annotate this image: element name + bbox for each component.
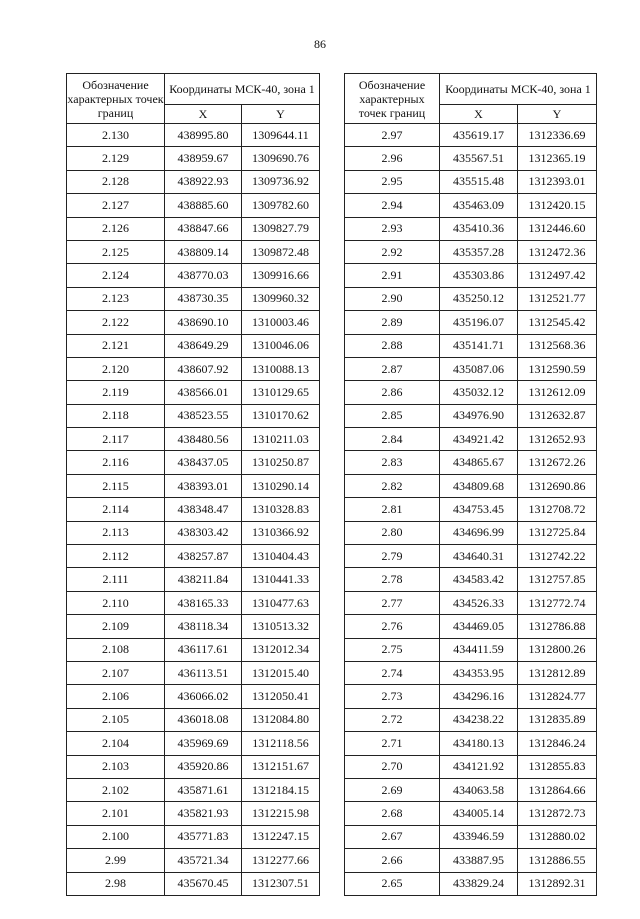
point-cell: 2.116: [67, 451, 165, 474]
x-cell: 435515.48: [440, 170, 518, 193]
x-cell: 435087.06: [440, 357, 518, 380]
table-row: [345, 287, 597, 310]
x-cell: 433887.95: [440, 849, 518, 872]
table-row: [67, 264, 320, 287]
coordinates-table-right: [344, 73, 597, 896]
x-cell: 435871.61: [165, 778, 242, 801]
table-row: [67, 287, 320, 310]
point-cell: 2.86: [345, 381, 440, 404]
point-cell: 2.65: [345, 872, 440, 895]
x-cell: 435567.51: [440, 147, 518, 170]
table-row: [345, 568, 597, 591]
table-row: [67, 545, 320, 568]
table-row: [345, 124, 597, 147]
y-cell: 1312050.41: [242, 685, 320, 708]
table-row: [345, 849, 597, 872]
y-cell: 1309827.79: [242, 217, 320, 240]
x-cell: 434238.22: [440, 708, 518, 731]
point-cell: 2.100: [67, 825, 165, 848]
table-row: [345, 708, 597, 731]
point-column-header: Обозначение характерных точек границ: [345, 74, 440, 124]
x-cell: 438523.55: [165, 404, 242, 427]
point-cell: 2.76: [345, 615, 440, 638]
y-cell: 1312725.84: [518, 521, 597, 544]
x-cell: 438959.67: [165, 147, 242, 170]
table-row: [67, 474, 320, 497]
table-row: [345, 428, 597, 451]
y-cell: 1312690.86: [518, 474, 597, 497]
point-cell: 2.107: [67, 661, 165, 684]
point-cell: 2.92: [345, 240, 440, 263]
table-row: [345, 778, 597, 801]
point-cell: 2.97: [345, 124, 440, 147]
y-cell: 1312864.66: [518, 778, 597, 801]
y-cell: 1312472.36: [518, 240, 597, 263]
y-cell: 1310441.33: [242, 568, 320, 591]
table-row: [67, 404, 320, 427]
x-cell: 434005.14: [440, 802, 518, 825]
x-cell: 438211.84: [165, 568, 242, 591]
point-cell: 2.122: [67, 311, 165, 334]
table-row: [67, 755, 320, 778]
y-cell: 1312521.77: [518, 287, 597, 310]
table-row: [345, 638, 597, 661]
y-cell: 1312420.15: [518, 194, 597, 217]
x-cell: 435619.17: [440, 124, 518, 147]
point-cell: 2.80: [345, 521, 440, 544]
point-cell: 2.69: [345, 778, 440, 801]
table-row: [67, 685, 320, 708]
x-cell: 438393.01: [165, 474, 242, 497]
x-cell: 434063.58: [440, 778, 518, 801]
x-cell: 435196.07: [440, 311, 518, 334]
y-cell: 1310328.83: [242, 498, 320, 521]
x-cell: 438566.01: [165, 381, 242, 404]
point-cell: 2.67: [345, 825, 440, 848]
x-cell: 434583.42: [440, 568, 518, 591]
y-cell: 1312886.55: [518, 849, 597, 872]
table-row: [67, 147, 320, 170]
point-cell: 2.94: [345, 194, 440, 217]
x-cell: 438348.47: [165, 498, 242, 521]
table-row: [67, 825, 320, 848]
x-cell: 433946.59: [440, 825, 518, 848]
point-cell: 2.90: [345, 287, 440, 310]
table-row: [67, 568, 320, 591]
point-cell: 2.113: [67, 521, 165, 544]
point-cell: 2.70: [345, 755, 440, 778]
x-cell: 434921.42: [440, 428, 518, 451]
x-cell: 434121.92: [440, 755, 518, 778]
y-cell: 1309916.66: [242, 264, 320, 287]
table-row: [67, 498, 320, 521]
table-row: [345, 334, 597, 357]
table-row: [345, 591, 597, 614]
x-cell: 434469.05: [440, 615, 518, 638]
y-cell: 1312446.60: [518, 217, 597, 240]
point-cell: 2.105: [67, 708, 165, 731]
x-column-header: X: [165, 105, 242, 124]
x-cell: 435821.93: [165, 802, 242, 825]
point-cell: 2.111: [67, 568, 165, 591]
x-cell: 438118.34: [165, 615, 242, 638]
point-cell: 2.84: [345, 428, 440, 451]
y-cell: 1312247.15: [242, 825, 320, 848]
point-cell: 2.73: [345, 685, 440, 708]
point-cell: 2.96: [345, 147, 440, 170]
y-cell: 1312824.77: [518, 685, 597, 708]
y-cell: 1312151.67: [242, 755, 320, 778]
point-cell: 2.104: [67, 732, 165, 755]
x-column-header: X: [440, 105, 518, 124]
table-row: [345, 615, 597, 638]
y-cell: 1312336.69: [518, 124, 597, 147]
coords-group-header: Координаты МСК-40, зона 1: [440, 74, 597, 105]
coords-group-header: Координаты МСК-40, зона 1: [165, 74, 320, 105]
point-cell: 2.74: [345, 661, 440, 684]
y-cell: 1312632.87: [518, 404, 597, 427]
table-row: [67, 124, 320, 147]
y-cell: 1312277.66: [242, 849, 320, 872]
table-row: [67, 194, 320, 217]
x-cell: 435303.86: [440, 264, 518, 287]
point-cell: 2.66: [345, 849, 440, 872]
table-body-right: [345, 124, 597, 896]
point-cell: 2.127: [67, 194, 165, 217]
point-cell: 2.102: [67, 778, 165, 801]
table-row: [345, 311, 597, 334]
y-cell: 1310170.62: [242, 404, 320, 427]
x-cell: 435771.83: [165, 825, 242, 848]
y-cell: 1312590.59: [518, 357, 597, 380]
point-cell: 2.125: [67, 240, 165, 263]
x-cell: 435670.45: [165, 872, 242, 895]
point-cell: 2.82: [345, 474, 440, 497]
point-cell: 2.72: [345, 708, 440, 731]
y-cell: 1312772.74: [518, 591, 597, 614]
y-cell: 1309690.76: [242, 147, 320, 170]
point-cell: 2.118: [67, 404, 165, 427]
y-cell: 1312307.51: [242, 872, 320, 895]
point-cell: 2.101: [67, 802, 165, 825]
table-row: [345, 661, 597, 684]
x-cell: 434353.95: [440, 661, 518, 684]
table-row: [67, 451, 320, 474]
point-cell: 2.81: [345, 498, 440, 521]
y-cell: 1312742.22: [518, 545, 597, 568]
point-cell: 2.114: [67, 498, 165, 521]
y-cell: 1312672.26: [518, 451, 597, 474]
table-row: [345, 381, 597, 404]
point-cell: 2.98: [67, 872, 165, 895]
x-cell: 435463.09: [440, 194, 518, 217]
point-cell: 2.110: [67, 591, 165, 614]
y-cell: 1310477.63: [242, 591, 320, 614]
coordinates-table-left: [66, 73, 320, 896]
table-row: [67, 732, 320, 755]
point-cell: 2.112: [67, 545, 165, 568]
x-cell: 438480.56: [165, 428, 242, 451]
table-row: [345, 685, 597, 708]
table-row: [67, 334, 320, 357]
table-row: [67, 849, 320, 872]
y-cell: 1312812.89: [518, 661, 597, 684]
point-cell: 2.75: [345, 638, 440, 661]
table-row: [67, 615, 320, 638]
y-cell: 1310046.06: [242, 334, 320, 357]
x-cell: 438303.42: [165, 521, 242, 544]
y-cell: 1310088.13: [242, 357, 320, 380]
table-row: [345, 264, 597, 287]
y-cell: 1310290.14: [242, 474, 320, 497]
x-cell: 438437.05: [165, 451, 242, 474]
y-cell: 1312846.24: [518, 732, 597, 755]
point-cell: 2.115: [67, 474, 165, 497]
table-row: [345, 147, 597, 170]
x-cell: 438847.66: [165, 217, 242, 240]
x-cell: 433829.24: [440, 872, 518, 895]
y-cell: 1312757.85: [518, 568, 597, 591]
x-cell: 434865.67: [440, 451, 518, 474]
x-cell: 435357.28: [440, 240, 518, 263]
x-cell: 438770.03: [165, 264, 242, 287]
x-cell: 438607.92: [165, 357, 242, 380]
point-cell: 2.108: [67, 638, 165, 661]
y-cell: 1310366.92: [242, 521, 320, 544]
x-cell: 434696.99: [440, 521, 518, 544]
x-cell: 434411.59: [440, 638, 518, 661]
page-number: 86: [314, 37, 326, 51]
table-row: [345, 170, 597, 193]
table-row: [67, 428, 320, 451]
table-row: [345, 755, 597, 778]
table-row: [67, 591, 320, 614]
x-cell: 435920.86: [165, 755, 242, 778]
point-cell: 2.109: [67, 615, 165, 638]
table-row: [67, 311, 320, 334]
y-cell: 1312497.42: [518, 264, 597, 287]
y-cell: 1312855.83: [518, 755, 597, 778]
table-row: [67, 708, 320, 731]
x-cell: 438649.29: [165, 334, 242, 357]
y-cell: 1310513.32: [242, 615, 320, 638]
y-cell: 1312652.93: [518, 428, 597, 451]
table-row: [345, 194, 597, 217]
y-cell: 1310250.87: [242, 451, 320, 474]
y-cell: 1312892.31: [518, 872, 597, 895]
point-cell: 2.123: [67, 287, 165, 310]
point-cell: 2.87: [345, 357, 440, 380]
y-cell: 1310003.46: [242, 311, 320, 334]
point-cell: 2.117: [67, 428, 165, 451]
x-cell: 435721.34: [165, 849, 242, 872]
table-row: [67, 381, 320, 404]
y-cell: 1309960.32: [242, 287, 320, 310]
point-cell: 2.103: [67, 755, 165, 778]
table-row: [67, 170, 320, 193]
x-cell: 435250.12: [440, 287, 518, 310]
table-row: [345, 802, 597, 825]
table-row: [345, 825, 597, 848]
x-cell: 436113.51: [165, 661, 242, 684]
point-cell: 2.128: [67, 170, 165, 193]
x-cell: 435032.12: [440, 381, 518, 404]
table-row: [67, 240, 320, 263]
y-cell: 1312012.34: [242, 638, 320, 661]
y-cell: 1312084.80: [242, 708, 320, 731]
table-row: [67, 802, 320, 825]
y-cell: 1312365.19: [518, 147, 597, 170]
y-cell: 1309644.11: [242, 124, 320, 147]
point-cell: 2.99: [67, 849, 165, 872]
x-cell: 434526.33: [440, 591, 518, 614]
x-cell: 438809.14: [165, 240, 242, 263]
y-cell: 1310129.65: [242, 381, 320, 404]
y-cell: 1312215.98: [242, 802, 320, 825]
table-row: [345, 217, 597, 240]
table-row: [345, 872, 597, 895]
x-cell: 435141.71: [440, 334, 518, 357]
x-cell: 434753.45: [440, 498, 518, 521]
x-cell: 438885.60: [165, 194, 242, 217]
y-cell: 1312545.42: [518, 311, 597, 334]
y-cell: 1309736.92: [242, 170, 320, 193]
table-row: [345, 240, 597, 263]
y-cell: 1312393.01: [518, 170, 597, 193]
x-cell: 438995.80: [165, 124, 242, 147]
y-cell: 1312800.26: [518, 638, 597, 661]
y-cell: 1312184.15: [242, 778, 320, 801]
table-row: [67, 778, 320, 801]
table-row: [345, 545, 597, 568]
table-body-left: [67, 124, 320, 896]
point-cell: 2.79: [345, 545, 440, 568]
x-cell: 434976.90: [440, 404, 518, 427]
point-cell: 2.83: [345, 451, 440, 474]
y-cell: 1312015.40: [242, 661, 320, 684]
table-row: [67, 521, 320, 544]
point-cell: 2.129: [67, 147, 165, 170]
point-cell: 2.124: [67, 264, 165, 287]
point-cell: 2.93: [345, 217, 440, 240]
y-cell: 1312118.56: [242, 732, 320, 755]
point-cell: 2.78: [345, 568, 440, 591]
point-cell: 2.130: [67, 124, 165, 147]
y-cell: 1310404.43: [242, 545, 320, 568]
point-cell: 2.126: [67, 217, 165, 240]
y-column-header: Y: [242, 105, 320, 124]
point-cell: 2.119: [67, 381, 165, 404]
point-cell: 2.71: [345, 732, 440, 755]
y-cell: 1312880.02: [518, 825, 597, 848]
table-row: [345, 498, 597, 521]
table-row: [67, 217, 320, 240]
y-cell: 1312568.36: [518, 334, 597, 357]
point-cell: 2.95: [345, 170, 440, 193]
table-row: [345, 357, 597, 380]
table-row: [67, 357, 320, 380]
y-cell: 1312708.72: [518, 498, 597, 521]
y-cell: 1312835.89: [518, 708, 597, 731]
x-cell: 438922.93: [165, 170, 242, 193]
y-cell: 1309782.60: [242, 194, 320, 217]
y-cell: 1312786.88: [518, 615, 597, 638]
point-cell: 2.77: [345, 591, 440, 614]
point-cell: 2.120: [67, 357, 165, 380]
table-row: [345, 474, 597, 497]
x-cell: 434180.13: [440, 732, 518, 755]
table-row: [345, 451, 597, 474]
table-row: [67, 661, 320, 684]
y-cell: 1309872.48: [242, 240, 320, 263]
point-cell: 2.89: [345, 311, 440, 334]
x-cell: 436066.02: [165, 685, 242, 708]
point-cell: 2.91: [345, 264, 440, 287]
x-cell: 435410.36: [440, 217, 518, 240]
table-row: [345, 732, 597, 755]
x-cell: 434640.31: [440, 545, 518, 568]
point-cell: 2.106: [67, 685, 165, 708]
point-cell: 2.85: [345, 404, 440, 427]
x-cell: 434296.16: [440, 685, 518, 708]
x-cell: 438165.33: [165, 591, 242, 614]
x-cell: 438257.87: [165, 545, 242, 568]
table-row: [345, 404, 597, 427]
x-cell: 435969.69: [165, 732, 242, 755]
x-cell: 436117.61: [165, 638, 242, 661]
table-row: [345, 521, 597, 544]
point-cell: 2.88: [345, 334, 440, 357]
y-cell: 1310211.03: [242, 428, 320, 451]
table-row: [67, 638, 320, 661]
y-cell: 1312872.73: [518, 802, 597, 825]
point-cell: 2.68: [345, 802, 440, 825]
y-cell: 1312612.09: [518, 381, 597, 404]
x-cell: 436018.08: [165, 708, 242, 731]
x-cell: 438690.10: [165, 311, 242, 334]
y-column-header: Y: [518, 105, 597, 124]
table-row: [67, 872, 320, 895]
x-cell: 434809.68: [440, 474, 518, 497]
x-cell: 438730.35: [165, 287, 242, 310]
point-cell: 2.121: [67, 334, 165, 357]
point-column-header: Обозначение характерных точек границ: [67, 74, 165, 124]
